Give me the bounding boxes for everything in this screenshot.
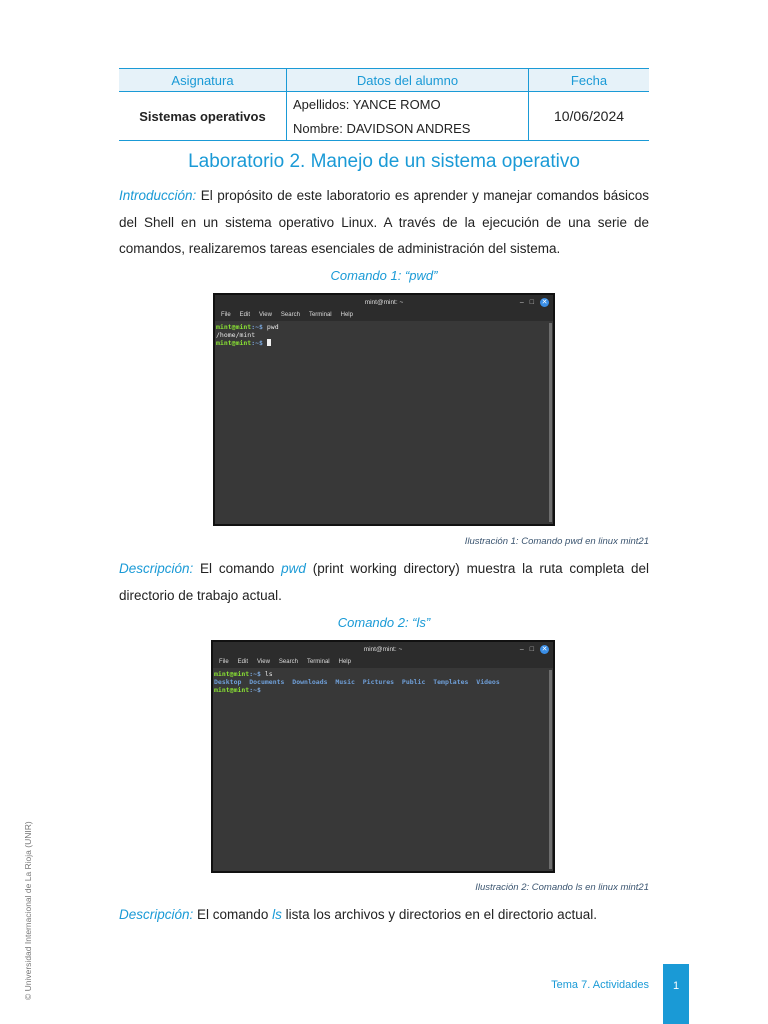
page-title: Laboratorio 2. Manejo de un sistema operativo <box>188 151 580 172</box>
menu-edit: Edit <box>237 659 249 665</box>
command-1-heading: Comando 1: “pwd” <box>330 268 438 283</box>
close-icon: ✕ <box>541 646 548 653</box>
dir-entry: Desktop <box>214 678 242 686</box>
description-label: Descripción: <box>119 907 194 922</box>
dir-entry: Public <box>401 678 426 686</box>
terminal-titlebar <box>213 642 553 657</box>
prompt-path: :~$ <box>249 670 261 678</box>
description-text: lista los archivos y directorios en el directorio actual. <box>281 907 597 922</box>
figure-caption-1: Ilustración 1: Comando pwd en linux mint21 <box>464 536 649 547</box>
menu-terminal: Terminal <box>308 312 332 318</box>
header-table <box>119 68 649 141</box>
maximize-icon: □ <box>529 646 534 653</box>
terminal-command: pwd <box>262 323 279 331</box>
dir-entry: Music <box>335 678 355 686</box>
dir-entry: Documents <box>249 678 285 686</box>
prompt-user: mint@mint <box>216 323 252 331</box>
intro-label: Introducción: <box>119 188 197 203</box>
description-text: El comando <box>193 907 273 922</box>
intro-paragraph <box>119 183 649 263</box>
terminal-scrollbar <box>549 323 552 522</box>
menu-terminal: Terminal <box>306 659 330 665</box>
menu-help: Help <box>338 659 351 665</box>
command-2-heading: Comando 2: “ls” <box>337 615 431 630</box>
description-1 <box>119 556 649 609</box>
menu-edit: Edit <box>239 312 251 318</box>
command-name: ls <box>272 907 282 922</box>
copyright-note: © Universidad Internacional de La Rioja (UNIR) <box>23 821 33 1000</box>
description-text: (print working directory) muestra la ruta completa del directorio de trabajo actual. <box>119 561 649 603</box>
date-value: 10/06/2024 <box>529 92 650 141</box>
terminal-scrollbar <box>549 670 552 869</box>
intro-text: El propósito de este laboratorio es aprender y manejar comandos básicos del Shell en un sistema operativo Linux. A través de la ejecución de una serie de comandos, realizaremos tareas esenciales de administración del sistema. <box>119 188 649 256</box>
terminal-screenshot-1 <box>213 293 555 526</box>
student-name: Nombre: DAVIDSON ANDRES <box>287 116 529 141</box>
command-name: pwd <box>281 561 306 576</box>
dir-entry: Videos <box>476 678 500 686</box>
column-header-subject: Asignatura <box>119 69 287 92</box>
page-number: 1 <box>663 964 689 1024</box>
terminal-screenshot-2 <box>211 640 555 873</box>
cursor <box>267 339 271 346</box>
minimize-icon: – <box>519 299 524 306</box>
prompt-path: :~$ <box>251 323 263 331</box>
column-header-student: Datos del alumno <box>287 69 529 92</box>
terminal-output <box>215 321 553 524</box>
menu-file: File <box>221 312 231 318</box>
description-label: Descripción: <box>119 561 194 576</box>
terminal-titlebar <box>215 295 553 310</box>
menu-file: File <box>219 659 229 665</box>
dir-entry: Pictures <box>362 678 395 686</box>
prompt-path: :~$ <box>249 686 261 694</box>
menu-help: Help <box>340 312 353 318</box>
prompt-user: mint@mint <box>216 339 252 347</box>
menu-search: Search <box>280 312 300 318</box>
subject-value: Sistemas operativos <box>119 92 287 141</box>
column-header-date: Fecha <box>529 69 650 92</box>
minimize-icon: – <box>519 646 524 653</box>
prompt-user: mint@mint <box>214 670 250 678</box>
terminal-menubar <box>215 310 553 321</box>
menu-view: View <box>259 312 272 318</box>
description-2 <box>119 902 649 929</box>
description-text: El comando <box>193 561 282 576</box>
dir-entry: Downloads <box>292 678 328 686</box>
terminal-output <box>213 668 553 871</box>
menu-view: View <box>257 659 270 665</box>
terminal-menubar <box>213 657 553 668</box>
prompt-user: mint@mint <box>214 686 250 694</box>
student-surname: Apellidos: YANCE ROMO <box>287 92 529 117</box>
terminal-window-title: mint@mint: ~ <box>364 299 404 306</box>
terminal-output-line: /home/mint <box>216 331 256 339</box>
figure-caption-2: Ilustración 2: Comando ls en linux mint21 <box>475 882 649 893</box>
close-icon: ✕ <box>541 299 548 306</box>
terminal-command: ls <box>260 670 273 678</box>
dir-entry: Templates <box>433 678 469 686</box>
footer-section: Tema 7. Actividades <box>551 979 649 991</box>
menu-search: Search <box>278 659 298 665</box>
prompt-path: :~$ <box>251 339 263 347</box>
terminal-window-title: mint@mint: ~ <box>363 646 403 653</box>
maximize-icon: □ <box>529 299 534 306</box>
